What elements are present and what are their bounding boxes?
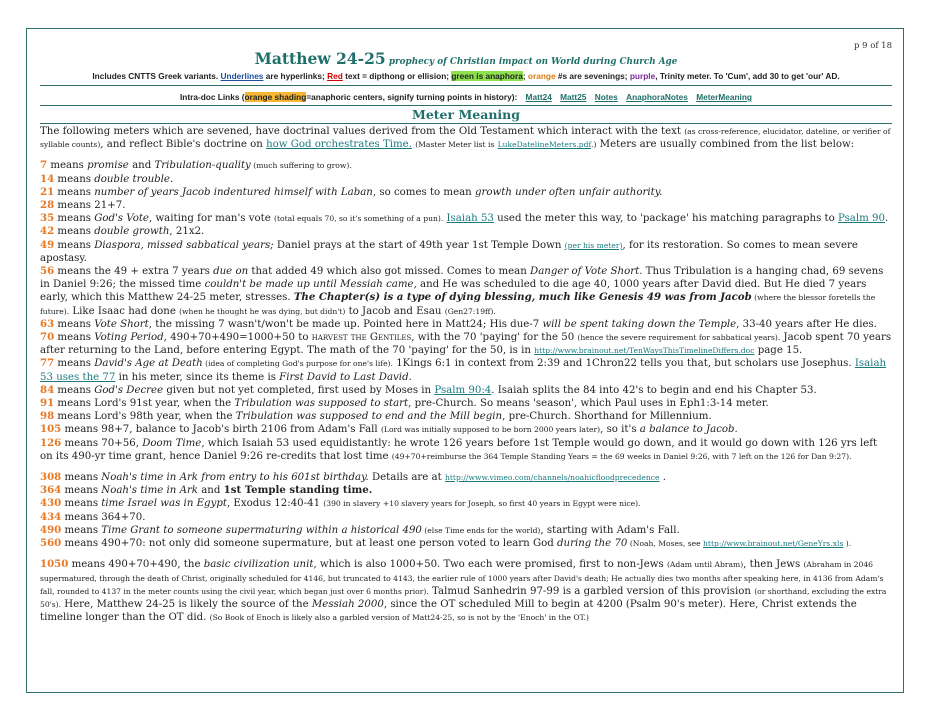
text-span: , for its restoration. So comes to mean severe apostasy.: [40, 239, 858, 264]
legend-green: green is anaphora: [451, 71, 523, 81]
text-span: means Lord's 98th year, when the: [54, 411, 236, 423]
text-span: (So Book of Enoch is likely also a garbled version of Matt24-25, so is not by the 'Enoch' in the OT.): [209, 613, 589, 623]
text-span: basic civilization unit: [203, 559, 314, 571]
intra-doc-links: [40, 86, 892, 106]
meter-28: [40, 199, 892, 212]
text-span: (390 in slavery +10 slavery years for Joseph, so first 40 years in Egypt were nice).: [323, 499, 641, 509]
link-gene-yrs[interactable]: http://www.brainout.net/GeneYrs.xls: [703, 539, 844, 549]
text-span: , so it's: [600, 424, 640, 436]
text-span: David's Age at Death: [94, 358, 203, 370]
text-span: Tribulation was supposed to end and the Mill begin: [235, 411, 503, 423]
link-luke-dateline-meters[interactable]: LukeDatelineMeters.pdf: [497, 140, 592, 150]
text-span: , then Jews: [743, 559, 804, 571]
text-span: , pre-Church. Shorthand for Millennium.: [502, 411, 712, 423]
meter-91: [40, 397, 892, 410]
text-span: (else Time ends for the world): [421, 525, 541, 535]
text-span: (49+70+reimburse the 364 Temple Standing Years = the 69 weeks in Daniel 9:26, with 7 left on the 126 for Dan 9:27).: [391, 451, 852, 461]
text-span: Like Isaac had done: [69, 305, 180, 317]
text-span: God's Decree: [94, 384, 164, 396]
text-span: (total equals 70, so it's something of a pun).: [274, 214, 444, 224]
meter-number: 42: [40, 225, 55, 238]
text-span: Diaspora, missed sabbatical years;: [94, 239, 274, 251]
intro-paragraph: [40, 125, 892, 151]
text-span: means: [47, 160, 88, 172]
text-span: means 98+7, balance to Jacob's birth 2106 from Adam's Fall: [61, 424, 381, 436]
title-subtitle: prophecy of Christian impact on World during Church Age: [388, 57, 678, 67]
text-span: harvest the Gentiles: [311, 332, 412, 344]
text-span: , 33-40 years after He dies.: [736, 318, 877, 330]
text-span: means: [61, 472, 102, 484]
section-title: Meter Meaning: [40, 106, 892, 124]
text-span: 490+70+490=1000+50 to: [166, 332, 312, 344]
text-span: and: [128, 160, 155, 172]
text-span: , which Isaiah 53 used equidistantly: he wrote 126 years before 1st Temple would go down, and it would go down with 126 yrs left on its 490-yr time grant, hence Daniel 9:26 re-credits that lost time: [40, 437, 878, 462]
intro-text: Meters are usually combined from the list below:: [596, 139, 855, 151]
text-span: page 15.: [754, 345, 803, 357]
text-span: that added 49 which also got missed. Comes to mean: [248, 266, 531, 278]
text-span: (idea of completing God's purpose for one's life).: [202, 359, 393, 369]
page-number: p 9 of 18: [853, 41, 892, 51]
text-span: means: [54, 384, 95, 396]
legend-text: #s are sevenings;: [557, 71, 628, 81]
text-span: (Lord was initially supposed to be born 2000 years later): [380, 425, 601, 435]
text-span: (hence the severe requirement for sabbatical years).: [577, 333, 781, 343]
link-notes[interactable]: Notes: [594, 92, 618, 102]
text-span: means the 49 + extra 7 years: [54, 266, 214, 278]
meter-63: [40, 318, 892, 331]
meter-7: [40, 159, 892, 172]
text-span: Noah's time in Ark from entry to his 601st birthday.: [101, 472, 369, 484]
text-span: Tribulation-quality: [154, 160, 251, 172]
meter-490: [40, 524, 892, 537]
meter-number: 308: [40, 471, 62, 484]
meter-430: [40, 497, 892, 510]
text-span: , which is also 1000+50. Two each were promised, first to non-Jews: [313, 559, 667, 571]
text-span: means: [61, 485, 102, 497]
text-span: (or shorthand, excluding the extra 50's).: [40, 586, 887, 609]
meter-56: [40, 265, 892, 318]
text-span: (much suffering to grow).: [250, 161, 352, 171]
link-isaiah-53[interactable]: Isaiah 53: [446, 213, 494, 225]
text-span: given but not yet completed, first used by Moses in: [163, 384, 435, 396]
text-span: , the missing 7 wasn't/won't be made up. Pointed here in Matt24; His due-7: [148, 318, 543, 330]
document-content: [40, 40, 892, 624]
text-span: ).: [843, 539, 852, 549]
text-span: means 490+70+490, the: [68, 559, 204, 571]
text-span: , so comes to mean: [372, 186, 475, 198]
meter-98: [40, 410, 892, 423]
meter-14: [40, 173, 892, 186]
text-span: Tribulation was supposed to start: [234, 398, 409, 410]
text-span: means: [61, 498, 102, 510]
legend-text: ;: [522, 71, 526, 81]
meter-560: [40, 537, 892, 550]
text-span: Details are at: [368, 472, 445, 484]
text-span: Doom Time: [142, 437, 202, 449]
legend-text: text = dipthong or ellision;: [345, 71, 450, 81]
text-span: .: [885, 213, 889, 225]
text-span: The Chapter(s) is a type of dying blessing, much like Genesis 49 was from Jacob: [293, 291, 752, 304]
text-span: used the meter this way, to 'package' his matching paragraphs to: [493, 213, 838, 225]
link-psalm-90-4[interactable]: Psalm 90:4: [434, 384, 492, 396]
legend-line: [40, 71, 892, 86]
text-span: Jacob spent 70 years after returning to the Land, before entering Egypt. The math of the 70 'paying' for the 50, is in: [40, 332, 892, 357]
meter-number: 434: [40, 510, 62, 523]
text-span: Daniel prays at the start of 49th year 1st Temple Down: [273, 239, 565, 251]
text-span: 1Kings 6:1 in context from 2:39 and 1Chron22 tells you that, but scholars use Josephus.: [392, 358, 855, 370]
text-span: during the 70: [557, 538, 628, 550]
meter-number: 364: [40, 484, 62, 497]
legend-red: Red: [327, 71, 343, 81]
text-span: promise: [87, 160, 129, 172]
text-span: (Adam until Abram): [666, 560, 744, 570]
meter-364: [40, 484, 892, 497]
meter-number: 49: [40, 238, 55, 251]
text-span: , starting with Adam's Fall.: [540, 524, 680, 536]
link-ten-ways-timeline[interactable]: http://www.brainout.net/TenWaysThisTimelineDiffers.doc: [534, 346, 755, 356]
meter-number: 7: [40, 159, 48, 172]
meter-number: 14: [40, 172, 55, 185]
text-span: Time Grant to someone supermaturing within a historical 490: [101, 524, 422, 536]
text-span: , with the 70 'paying' for the 50: [411, 332, 578, 344]
text-span: , 21x2.: [169, 226, 205, 238]
text-span: 1st Temple standing time.: [223, 484, 373, 497]
meter-number: 560: [40, 537, 62, 550]
meter-105: [40, 423, 892, 436]
intro-text: , and reflect Bible's doctrine on: [100, 139, 263, 151]
text-span: , pre-Church. So means 'season', which Paul uses in Eph1:3-14 meter.: [408, 398, 769, 410]
legend-text: , Trinity meter. To 'Cum', add 30 to get 'our' AD.: [655, 71, 840, 81]
link-isaiah-53-uses-77[interactable]: Isaiah 53 uses the 77: [40, 358, 887, 383]
text-span: (Noah, Moses, see: [627, 539, 704, 549]
meter-number: 77: [40, 357, 55, 370]
link-per-his-meter[interactable]: (per his meter): [564, 240, 623, 250]
text-span: means: [54, 186, 95, 198]
text-span: means: [54, 213, 95, 225]
spacer: [40, 463, 892, 471]
text-span: Here, Matthew 24-25 is likely the source of the: [61, 598, 312, 610]
spacer: [40, 550, 892, 558]
legend-underlines: Underlines: [220, 71, 264, 81]
text-span: in his meter, since its theme is: [115, 371, 280, 383]
text-span: means: [61, 524, 102, 536]
text-span: means 70+56,: [61, 437, 143, 449]
title-main: Matthew 24-25: [254, 49, 386, 68]
text-span: and: [197, 485, 224, 497]
meter-84: [40, 384, 892, 397]
link-matt25[interactable]: Matt25: [560, 92, 587, 102]
intradoc-label: Intra-doc Links (: [180, 92, 245, 102]
text-span: First David to Last David.: [279, 371, 412, 383]
text-span: (when he thought he was dying, but didn't): [179, 306, 346, 316]
text-span: means: [54, 239, 95, 251]
text-span: means: [54, 332, 95, 344]
text-span: due on: [213, 266, 249, 278]
text-span: means 21+7.: [54, 200, 126, 212]
text-span: Talmud Sanhedrin 97-99 is a garbled version of this provision: [428, 585, 755, 597]
intro-small: (Master Meter list is: [415, 140, 495, 150]
text-span: means 364+70.: [61, 511, 146, 523]
text-span: Thus Tribulation is a hanging chad, 69 sevens in Daniel 9:26; the missed time: [40, 266, 884, 291]
link-vimeo-noahic[interactable]: http://www.vimeo.com/channels/noahicfloodprecedence: [444, 473, 660, 483]
legend-orange: orange: [527, 71, 556, 81]
intro-text: The following meters which are sevened, have doctrinal values derived from the Old Testament which interact with the text: [40, 126, 681, 137]
text-span: God's Vote: [94, 213, 149, 225]
text-span: couldn't be made up until Messiah came: [204, 279, 414, 291]
meter-number: 1050: [40, 558, 69, 571]
text-span: (Abraham in 2046 supermatured, through the death of Christ, originally scheduled for 4146, but truncated to 4143, the earlier rule of 1000 years after David's death; He actually dies two months after speaking here, in 4136 from Adam's fall, rounded to 4137 in the meter counts using the civil year, which began just over 6 months prior).: [40, 560, 884, 596]
meter-77: [40, 357, 892, 383]
meter-number: 91: [40, 397, 55, 410]
meter-number: 84: [40, 383, 55, 396]
meter-number: 490: [40, 523, 62, 536]
intro-small: .): [591, 140, 597, 150]
text-span: . Isaiah splits the 84 into 42's to begin and end his Chapter 53.: [491, 384, 817, 396]
text-span: means 490+70: not only did someone supermature, but at least one person voted to learn God: [61, 538, 557, 550]
meter-70: [40, 331, 892, 357]
document-title: [40, 50, 892, 71]
meter-126: [40, 437, 892, 463]
text-span: a balance to Jacob.: [639, 424, 738, 436]
text-span: means: [54, 173, 95, 185]
text-span: .: [659, 472, 667, 484]
text-span: number of years Jacob indentured himself with Laban: [94, 186, 373, 198]
meter-1050: [40, 558, 892, 624]
text-span: Voting Period,: [94, 332, 167, 344]
meter-number: 70: [40, 331, 55, 344]
text-span: means: [54, 358, 95, 370]
text-span: , Exodus 12:40-41: [226, 498, 324, 510]
text-span: double growth: [94, 226, 170, 238]
text-span: means Lord's 91st year, when the: [54, 398, 235, 410]
text-span: Noah's time in Ark: [101, 485, 198, 497]
text-span: Messiah 2000: [311, 598, 384, 610]
text-span: growth under often unfair authority.: [474, 186, 663, 198]
meter-49: [40, 239, 892, 265]
text-span: double trouble.: [94, 173, 174, 185]
text-span: Danger of Vote Short.: [530, 266, 643, 278]
meter-42: [40, 225, 892, 238]
meter-number: 430: [40, 497, 62, 510]
meter-number: 35: [40, 212, 55, 225]
link-god-orchestrates-time[interactable]: how God orchestrates Time.: [266, 139, 412, 151]
meter-number: 126: [40, 436, 62, 449]
text-span: Vote Short: [94, 318, 149, 330]
text-span: will be spent taking down the Temple: [542, 318, 737, 330]
intradoc-highlight: orange shading: [244, 92, 307, 102]
link-psalm-90[interactable]: Psalm 90: [838, 213, 886, 225]
legend-text: are hyperlinks;: [265, 71, 325, 81]
legend-text: Includes CNTTS Greek variants.: [92, 71, 219, 81]
meter-21: [40, 186, 892, 199]
intro-small: (as cross-reference, elucidator, dateline, or verifier of syllable counts): [40, 127, 891, 150]
legend-purple: purple: [629, 71, 656, 81]
text-span: means: [54, 318, 95, 330]
text-span: , waiting for man's vote: [148, 213, 274, 225]
link-anaphora-notes[interactable]: AnaphoraNotes: [626, 92, 688, 102]
meter-number: 21: [40, 185, 55, 198]
text-span: time Israel was in Egypt: [101, 498, 227, 510]
text-span: to Jacob and Esau: [345, 305, 445, 317]
text-span: (Gen27:19ff).: [444, 306, 496, 316]
meter-308: [40, 471, 892, 484]
link-meter-meaning[interactable]: MeterMeaning: [696, 92, 752, 102]
text-span: means: [54, 226, 95, 238]
text-span: , since the OT scheduled Mill to begin at 4200 (Psalm 90's meter). Here, Christ extends the timeline longer than the OT did.: [40, 598, 857, 624]
link-matt24[interactable]: Matt24: [525, 92, 552, 102]
meter-number: 28: [40, 199, 55, 212]
text-span: (where the blessor foretells the future).: [40, 293, 876, 316]
meter-number: 56: [40, 265, 55, 278]
meter-number: 98: [40, 410, 55, 423]
meter-434: [40, 511, 892, 524]
text-span: , and He was scheduled to die age 40, 1000 years after David died. But He died 7 years early, which this Matthew 24-25 meter, stresses.: [40, 279, 867, 304]
meter-35: [40, 212, 892, 225]
meter-number: 105: [40, 423, 62, 436]
intradoc-label: =anaphoric centers, signify turning points in history):: [306, 92, 518, 102]
meter-number: 63: [40, 317, 55, 330]
